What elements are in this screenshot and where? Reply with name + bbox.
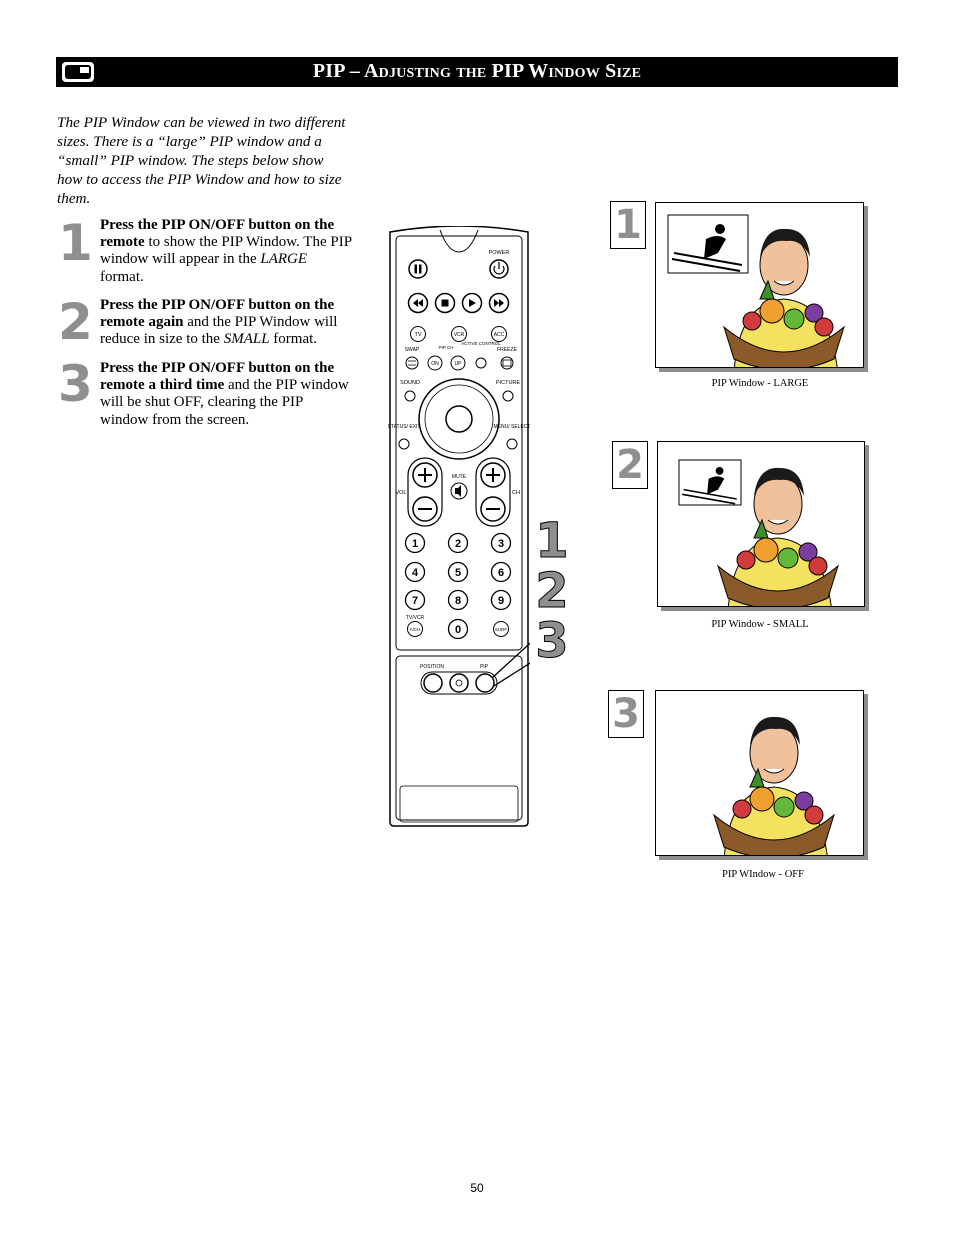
pip-button [476,674,494,692]
remote-control-illustration [388,226,530,828]
digit-9: 9 [497,595,505,607]
screen-number: 2 [616,442,644,488]
av-label: A/CH [409,627,421,632]
power-button [490,260,508,278]
pause-button [409,260,427,278]
step-1-text-after: format. [100,268,144,285]
tv-vcr-label: TV/VCR [405,615,425,621]
screen-number-box [610,201,646,249]
presenter-with-fruit-illustration [656,203,863,367]
overlay-number-2: 2 [535,563,569,619]
screen-number-box [608,690,644,738]
step-2-italic: SMALL [223,331,270,348]
tv-screen-large-pip [655,202,864,368]
ch-label: CH [512,490,520,496]
screen-caption: PIP Window - LARGE [711,378,809,389]
tv-screen-pip-off [655,690,864,856]
pip-ch-label: PIP CH [438,345,454,350]
step-overlay-numbers [532,513,572,669]
screen-caption: PIP Window - SMALL [711,619,809,630]
screen-number-box [612,441,648,489]
presenter-with-fruit-illustration [658,442,864,606]
digit-5: 5 [454,567,462,579]
position-label: POSITION [420,664,444,670]
digit-3: 3 [497,538,505,550]
overlay-number-3: 3 [535,613,569,669]
menu-select-label: MENU/ SELECT [493,424,530,430]
page-number: 50 [470,1181,484,1195]
navigation-ring [419,379,499,459]
digit-4: 4 [411,567,419,579]
pip-label: PIP [479,664,489,670]
step-2-text [100,297,354,349]
digit-7: 7 [411,595,419,607]
freeze-label: FREEZE [497,347,517,353]
screen-number: 1 [614,202,642,248]
status-exit-label: STATUS/ EXIT [388,424,421,430]
step-3-text [100,360,354,429]
digit-6: 6 [497,567,505,579]
step-3-text-before: and the PIP window will be shut OFF, clearing the PIP window from the screen. [100,377,349,428]
active-control-label: ACTIVE CONTROL [461,341,501,346]
swap-label: SWAP [404,347,420,353]
vol-label: VOL [395,490,407,496]
screen-number: 3 [612,691,640,737]
tv-screen-small-pip [657,441,865,607]
remote-label-power: POWER [488,250,510,256]
digit-0: 0 [454,624,462,636]
step-number: 1 [58,214,93,272]
section-header-bar [56,57,898,87]
picture-label: PICTURE [495,380,521,386]
page-title: PIP – Adjusting the PIP Window Size [312,60,642,82]
step-1-text [100,217,354,286]
overlay-number-1: 1 [535,513,569,569]
surf-label: SURF [494,627,508,632]
mute-label: MUTE [451,474,467,480]
presenter-with-fruit-illustration [656,691,863,855]
fast-forward-button [490,294,509,313]
digit-2: 2 [454,538,462,550]
step-1-bold: Press the PIP ON/OFF button on the remote [100,217,335,251]
step-2-bold: Press the PIP ON/OFF button on the remote again [100,297,335,331]
step-number: 2 [58,293,93,351]
pip-on-label: ON [431,361,439,367]
intro-paragraph: The PIP Window can be viewed in two different sizes. There is a “large” PIP window and a “small” PIP window. The steps below show how to access the PIP Window and how to size them. [57,114,346,207]
acc-button-label: ACC [493,332,505,338]
digit-1: 1 [411,538,419,550]
vcr-button-label: VCR [453,332,465,338]
step-1-text-before: to show the PIP Window. The PIP window will appear in the [100,234,352,268]
screen-caption: PIP WIndow - OFF [722,869,804,880]
step-2-text-after: format. [269,331,318,348]
step-3-bold: Press the PIP ON/OFF button on the remote a third time [100,360,335,394]
rewind-button [409,294,428,313]
step-1-italic: LARGE [260,251,308,268]
stop-button [436,294,455,313]
step-2-text-before: and the PIP Window will reduce in size to the [100,314,338,348]
play-button [463,294,482,313]
sound-label: SOUND [400,380,420,386]
digit-8: 8 [454,595,462,607]
step-number: 3 [58,355,93,413]
tv-button-label: TV [414,332,422,338]
pip-up-label: UP [454,361,462,367]
